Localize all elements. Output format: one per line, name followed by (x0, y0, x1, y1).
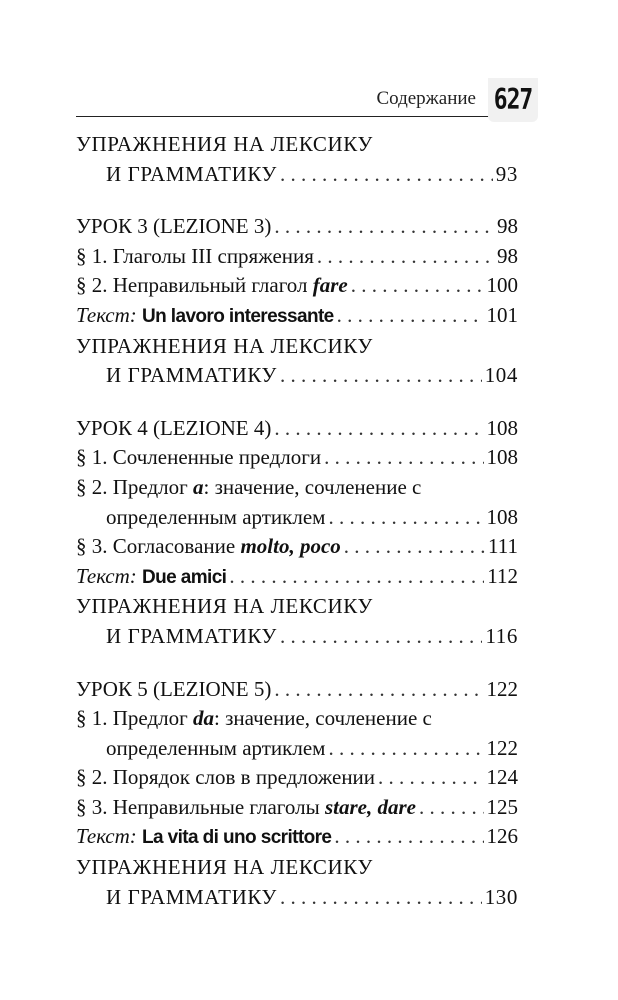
toc-page-number: 108 (486, 504, 518, 529)
toc-page-number: 112 (487, 563, 518, 588)
dot-leader (351, 271, 484, 301)
dot-leader (274, 675, 483, 705)
toc-entry-line: § 2. Предлог a: значение, сочленение с (76, 474, 422, 499)
dot-leader (280, 883, 482, 913)
toc-page-number: 125 (486, 794, 518, 819)
toc-page-number: 130 (484, 884, 518, 909)
toc-lesson-3[interactable]: УРОК 3 (LEZIONE 3) . . . 98 (76, 212, 518, 242)
toc-text-entry[interactable]: Текст: Un lavoro interessante . . . 101 (76, 301, 518, 332)
dot-leader (419, 793, 484, 823)
toc-entry[interactable]: § 2. Порядок слов в предложении . . . 124 (76, 763, 518, 793)
toc-entry[interactable]: И ГРАММАТИКУ . . . 93 (76, 160, 518, 190)
toc-page-number: 104 (484, 363, 518, 388)
dot-leader (328, 503, 483, 533)
dot-leader (324, 443, 483, 473)
dot-leader (344, 532, 485, 562)
dot-leader (328, 734, 483, 764)
header-rule (76, 116, 490, 117)
toc-page-number: 126 (486, 824, 518, 849)
toc-entry[interactable]: § 2. Неправильный глагол fare . . . 100 (76, 271, 518, 301)
toc-page-number: 100 (486, 273, 518, 298)
toc-text-entry[interactable]: Текст: Due amici . . . 112 (76, 562, 518, 593)
dot-leader (317, 242, 494, 272)
toc-page-number: 122 (486, 735, 518, 760)
toc-page-number: 108 (486, 445, 518, 470)
toc-entry[interactable]: § 3. Неправильные глаголы stare, dare . . . 125 (76, 793, 518, 823)
running-header (0, 0, 618, 130)
toc-page-number: 101 (486, 302, 518, 327)
toc-entry[interactable]: § 1. Сочлененные предлоги . . . 108 (76, 443, 518, 473)
toc-lesson-5[interactable]: УРОК 5 (LEZIONE 5) . . . 122 (76, 675, 518, 705)
toc-page-number: 98 (497, 243, 518, 268)
dot-leader (229, 562, 484, 592)
dot-leader (280, 361, 482, 391)
dot-leader (280, 160, 493, 190)
toc-page-number: 122 (486, 676, 518, 701)
toc-text-entry[interactable]: Текст: La vita di uno scrittore . . . 126 (76, 822, 518, 853)
toc-exercises-heading: УПРАЖНЕНИЯ НА ЛЕКСИКУ (76, 855, 373, 880)
toc-entry[interactable]: § 1. Глаголы III спряжения . . . 98 (76, 242, 518, 272)
toc-entry[interactable]: определенным артиклем . . . 108 (76, 503, 518, 533)
toc-page-number: 98 (497, 214, 518, 239)
page-number: 627 (493, 83, 533, 117)
toc-page-number: 116 (485, 623, 518, 648)
toc-page-number: 124 (486, 765, 518, 790)
toc-entry[interactable]: § 3. Согласование molto, poco . . . 111 (76, 532, 518, 562)
toc-exercises-heading: УПРАЖНЕНИЯ НА ЛЕКСИКУ (76, 132, 373, 156)
toc-entry[interactable]: И ГРАММАТИКУ . . . 116 (76, 622, 518, 652)
toc-exercises-heading: УПРАЖНЕНИЯ НА ЛЕКСИКУ (76, 333, 373, 358)
toc-entry[interactable]: определенным артиклем . . . 122 (76, 734, 518, 764)
toc-page-number: 111 (488, 534, 518, 559)
dot-leader (274, 212, 494, 242)
dot-leader (337, 301, 484, 331)
dot-leader (378, 763, 483, 793)
toc-lesson-4[interactable]: УРОК 4 (LEZIONE 4) . . . 108 (76, 414, 518, 444)
dot-leader (274, 414, 483, 444)
toc-exercises-heading: УПРАЖНЕНИЯ НА ЛЕКСИКУ (76, 594, 373, 619)
toc-page-number: 108 (486, 415, 518, 440)
page-number-badge (488, 78, 538, 122)
running-header-title: Содержание (376, 88, 476, 109)
dot-leader (280, 622, 482, 652)
toc-page-number: 93 (495, 161, 518, 186)
toc-entry-line: § 1. Предлог da: значение, сочленение с (76, 706, 432, 731)
dot-leader (334, 822, 483, 852)
toc-entry[interactable]: И ГРАММАТИКУ . . . 104 (76, 361, 518, 391)
table-of-contents (76, 130, 518, 912)
toc-entry[interactable]: И ГРАММАТИКУ . . . 130 (76, 883, 518, 913)
